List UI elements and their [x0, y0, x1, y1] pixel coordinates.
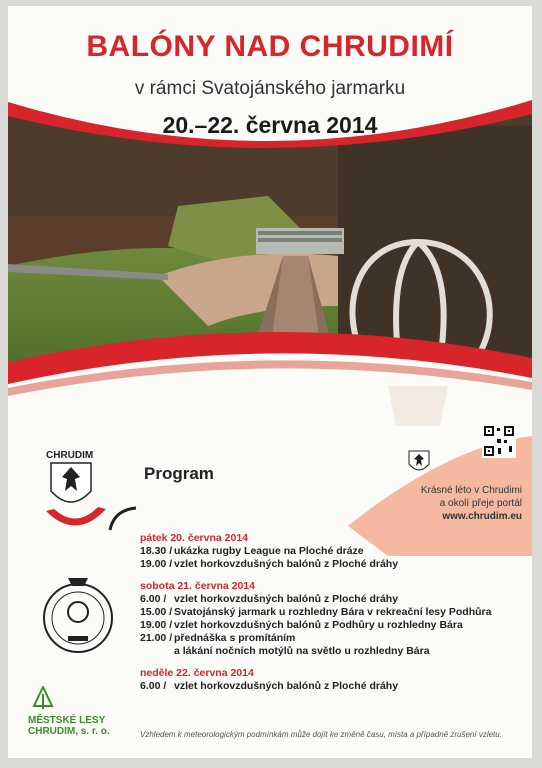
- list-item: [140, 645, 520, 658]
- mestske-lesy-logo: [28, 686, 128, 737]
- event-text: vzlet horkovzdušných balónů z Ploché dráhy: [174, 593, 399, 605]
- program-heading: Program: [144, 464, 214, 483]
- list-item: [140, 606, 520, 619]
- lesy-name: MĚSTSKÉ LESY: [28, 715, 106, 726]
- event-time: 19.00 /: [140, 619, 173, 631]
- event-text: a lákání nočních motýlů na světlo u rozhledny Bára: [174, 645, 430, 657]
- seal-emblem-icon: [38, 572, 118, 656]
- qr-code-icon: [482, 424, 516, 458]
- chrudim-logo-label: CHRUDIM: [46, 450, 94, 461]
- event-text: vzlet horkovzdušných balónů z Ploché dráhy: [174, 680, 399, 692]
- promo-line2: a okolí přeje portál: [439, 498, 522, 509]
- lesy-company: CHRUDIM, s. r. o.: [28, 726, 110, 737]
- event-dates: 20.–22. června 2014: [162, 112, 378, 138]
- event-text: vzlet horkovzdušných balónů z Ploché dráhy: [174, 558, 399, 570]
- event-time: 21.00 /: [140, 632, 173, 644]
- day-label: pátek 20. června 2014: [140, 532, 248, 544]
- event-text: ukázka rugby League na Ploché dráze: [174, 545, 364, 557]
- event-time: 19.00 /: [140, 558, 173, 570]
- portal-promo: [392, 484, 522, 523]
- event-time: [140, 645, 174, 658]
- event-time: 15.00 /: [140, 606, 173, 618]
- poster-title: BALÓNY NAD CHRUDIMÍ: [86, 30, 454, 63]
- day-label: neděle 22. června 2014: [140, 667, 254, 679]
- weather-note: Vzhledem k meteorologickým podmínkám může dojít ke změně času, místa a případně zrušení vzletu.: [140, 730, 502, 739]
- event-text: přednáška s promítáním: [174, 632, 296, 644]
- poster-subtitle: v rámci Svatojánského jarmarku: [134, 78, 406, 99]
- portal-url: www.chrudim.eu: [442, 511, 522, 522]
- event-text: Svatojánský jarmark u rozhledny Bára v rekreační lesy Podhůra: [174, 606, 492, 618]
- aerial-photo: [8, 6, 532, 426]
- promo-line1: Krásné léto v Chrudimi: [420, 485, 522, 496]
- list-item: [140, 545, 520, 558]
- event-time: 6.00 /: [140, 593, 167, 605]
- list-item: [140, 558, 520, 571]
- poster: [8, 6, 532, 758]
- list-item: [140, 680, 520, 693]
- event-time: 18.30 /: [140, 545, 173, 557]
- eagle-emblem-icon: [408, 450, 430, 476]
- event-text: vzlet horkovzdušných balónů z Podhůry u rozhledny Bára: [174, 619, 463, 631]
- list-item: [140, 632, 520, 645]
- list-item: [140, 593, 520, 606]
- event-time: 6.00 /: [140, 680, 167, 692]
- program-schedule: [140, 532, 520, 693]
- day-label: sobota 21. června 2014: [140, 580, 255, 592]
- list-item: [140, 619, 520, 632]
- swoosh-arc-icon: [108, 506, 138, 532]
- tree-icon: [28, 686, 58, 710]
